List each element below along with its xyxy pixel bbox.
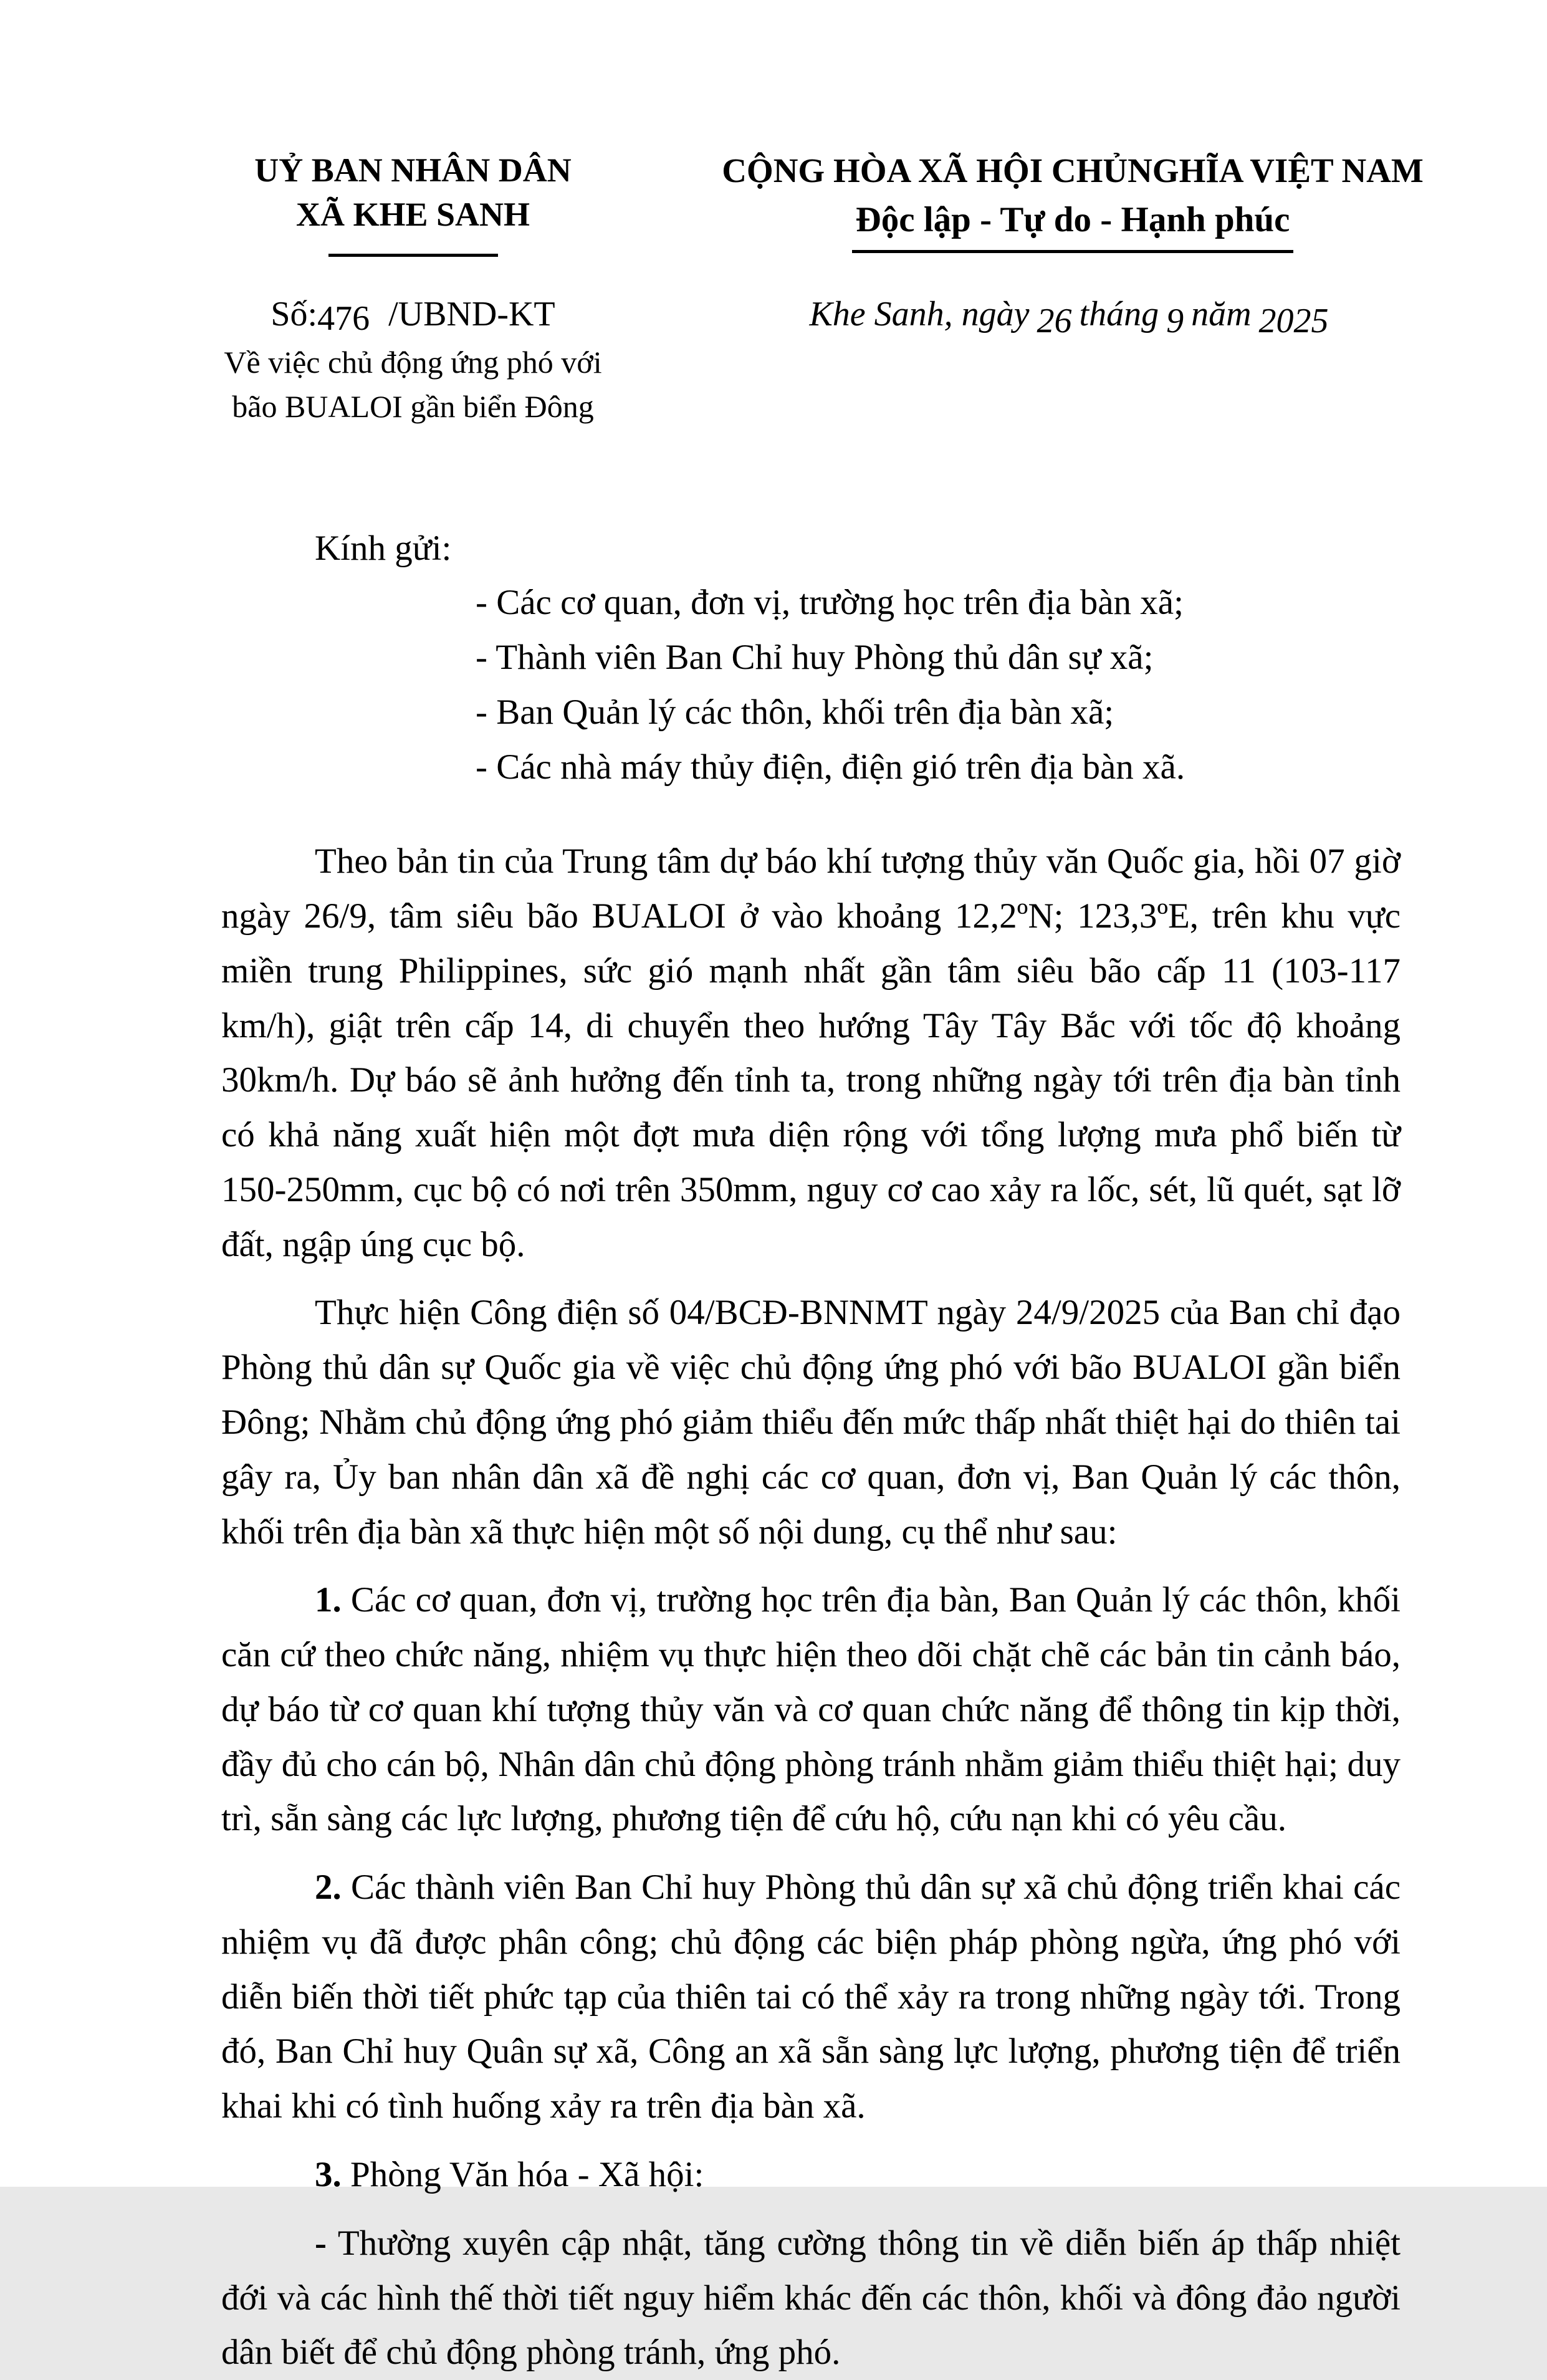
motto-underline xyxy=(852,250,1293,253)
doc-number-suffix: /UBND-KT xyxy=(388,294,555,333)
salutation: Kính gửi: xyxy=(315,528,452,568)
doc-number xyxy=(118,294,707,338)
national-header-block xyxy=(707,148,1438,429)
recipient-item: - Các nhà máy thủy điện, điện gió trên địa bàn xã. xyxy=(476,747,1185,787)
org-name-line2: XÃ KHE SANH xyxy=(295,196,530,234)
paragraph-item-3 xyxy=(221,2147,1401,2202)
date-sep2: năm xyxy=(1191,294,1252,333)
date-day: 26 xyxy=(1037,301,1072,340)
paragraph-item-3-bullet xyxy=(221,2216,1401,2380)
paragraph-text: Phòng Văn hóa - Xã hội: xyxy=(341,2154,704,2194)
doc-subject xyxy=(118,340,707,429)
recipient-item: - Ban Quản lý các thôn, khối trên địa bàn xã; xyxy=(476,692,1114,732)
paragraph-text: Các thành viên Ban Chỉ huy Phòng thủ dân sự xã chủ động triển khai các nhiệm vụ đã được phân công; chủ động các biện pháp phòng ngừa, ứng phó với diễn biến thời tiết phức tạp của thiên tai có thể xảy ra trong những ngày tới. Trong đó, Ban Chỉ huy Quân sự xã, Công an xã sẵn sàng lực lượng, phương tiện để triển khai khi có tình huống xảy ra trên địa bàn xã. xyxy=(221,1868,1401,2126)
paragraph-marker: 1. xyxy=(315,1580,342,1620)
paragraph-item-1 xyxy=(221,1573,1401,1846)
recipient-item: - Các cơ quan, đơn vị, trường học trên địa bàn xã; xyxy=(476,583,1184,623)
national-motto: Độc lập - Tự do - Hạnh phúc xyxy=(855,199,1290,239)
paragraph-forecast xyxy=(221,834,1401,1272)
date-year: 2025 xyxy=(1258,301,1329,340)
recipient-list xyxy=(476,575,1401,794)
org-name-line1: UỶ BAN NHÂN DÂN xyxy=(254,151,572,189)
date-place-prefix: Khe Sanh, ngày xyxy=(809,294,1030,333)
org-underline xyxy=(328,254,498,257)
paragraph-marker: - xyxy=(315,2223,327,2263)
issuing-org-block xyxy=(118,148,707,429)
doc-subject-line2: bão BUALOI gần biển Đông xyxy=(232,388,594,424)
doc-subject-line1: Về việc chủ động ứng phó với xyxy=(224,344,602,380)
paragraph-text: Thường xuyên cập nhật, tăng cường thông tin về diễn biến áp thấp nhiệt đới và các hình thế thời tiết nguy hiểm khác đến các thôn, khối và đông đảo người dân biết để chủ động phòng tránh, ứng phó. xyxy=(221,2223,1401,2373)
document-header xyxy=(0,0,1547,429)
doc-number-prefix: Số: xyxy=(271,294,318,333)
document-body xyxy=(0,521,1547,2380)
date-sep1: tháng xyxy=(1079,294,1159,333)
date-month: 9 xyxy=(1166,301,1184,340)
paragraph-marker: 3. xyxy=(315,2154,342,2194)
paragraph-marker: 2. xyxy=(315,1868,342,1907)
paragraph-item-2 xyxy=(221,1860,1401,2134)
paragraph-text: Thực hiện Công điện số 04/BCĐ-BNNMT ngày 24/9/2025 của Ban chỉ đạo Phòng thủ dân sự Quốc gia về việc chủ động ứng phó với bão BUALOI gần biển Đông; Nhằm chủ động ứng phó giảm thiểu đến mức thấp nhất thiệt hại do thiên tai gây ra, Ủy ban nhân dân xã đề nghị các cơ quan, đơn vị, Ban Quản lý các thôn, khối trên địa bàn xã thực hiện một số nội dung, cụ thể như sau: xyxy=(221,1293,1401,1552)
national-title: CỘNG HÒA XÃ HỘI CHỦNGHĨA VIỆT NAM xyxy=(722,151,1424,190)
paragraph-text: Các cơ quan, đơn vị, trường học trên địa bàn, Ban Quản lý các thôn, khối căn cứ theo chức năng, nhiệm vụ thực hiện theo dõi chặt chẽ các bản tin cảnh báo, dự báo từ cơ quan khí tượng thủy văn và cơ quan chức năng để thông tin kịp thời, đầy đủ cho cán bộ, Nhân dân chủ động phòng tránh nhằm giảm thiểu thiệt hại; duy trì, sẵn sàng các lực lượng, phương tiện để cứu hộ, cứu nạn khi có yêu cầu. xyxy=(221,1580,1401,1839)
doc-number-value: 476 xyxy=(317,299,370,338)
date-line xyxy=(707,294,1438,340)
paragraph-directive xyxy=(221,1285,1401,1559)
paragraph-text: Theo bản tin của Trung tâm dự báo khí tượng thủy văn Quốc gia, hồi 07 giờ ngày 26/9, tâm siêu bão BUALOI ở vào khoảng 12,2ºN; 123,3ºE, trên khu vực miền trung Philippines, sức gió mạnh nhất gần tâm siêu bão cấp 11 (103-117 km/h), giật trên cấp 14, di chuyển theo hướng Tây Tây Bắc với tốc độ khoảng 30km/h. Dự báo sẽ ảnh hưởng đến tỉnh ta, trong những ngày tới trên địa bàn tỉnh có khả năng xuất hiện một đợt mưa diện rộng với tổng lượng mưa phổ biến từ 150-250mm, cục bộ có nơi trên 350mm, nguy cơ cao xảy ra lốc, sét, lũ quét, sạt lỡ đất, ngập úng cục bộ. xyxy=(221,842,1401,1264)
recipient-item: - Thành viên Ban Chỉ huy Phòng thủ dân sự xã; xyxy=(476,638,1154,678)
